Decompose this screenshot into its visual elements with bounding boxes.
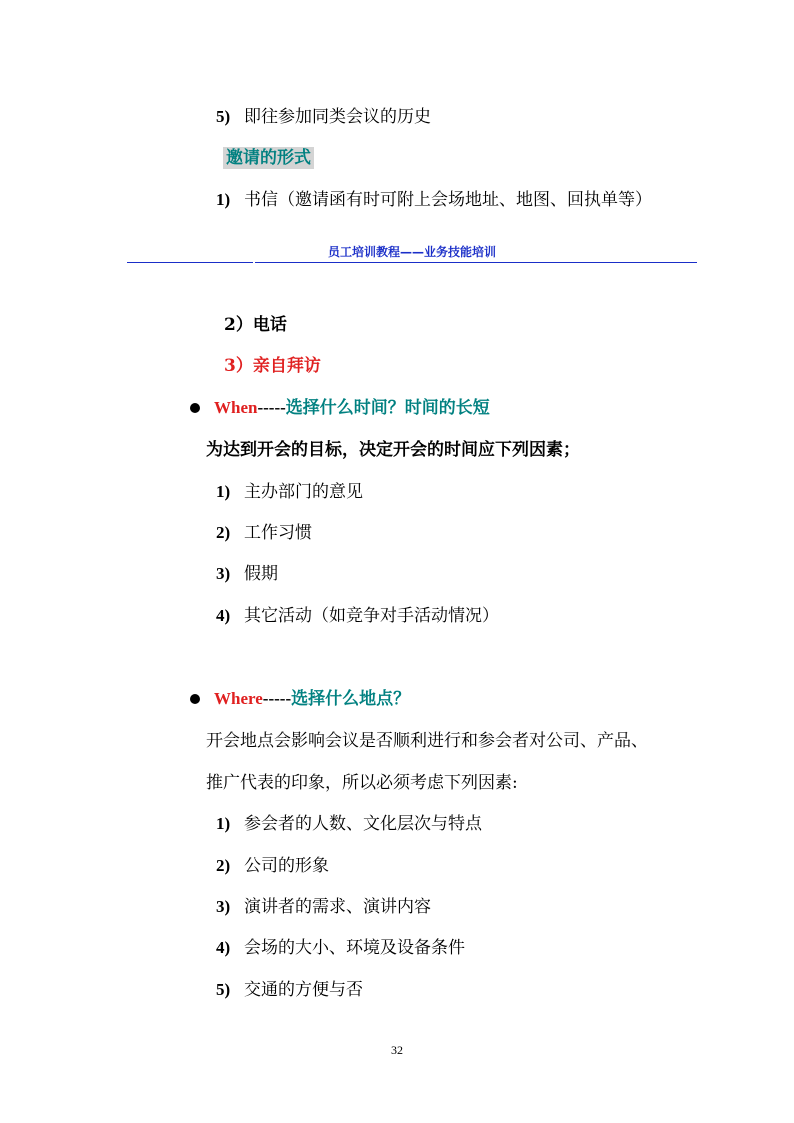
list-item	[216, 813, 482, 835]
item-number: 1)	[216, 814, 231, 833]
invite-heading-text: 邀请的形式	[223, 147, 314, 169]
item-text: 工作习惯	[244, 523, 312, 543]
invite-heading	[223, 147, 314, 169]
where-title: 选择什么地点？	[291, 689, 411, 709]
header-title: 员工培训教程——业务技能培训	[327, 245, 496, 259]
bullet-icon	[190, 694, 200, 704]
where-dashes: -----	[262, 689, 292, 708]
running-header	[127, 240, 697, 263]
item-number: 2)	[216, 856, 231, 875]
item-text: 即往参加同类会议的历史	[244, 107, 431, 127]
item-text: 演讲者的需求、演讲内容	[244, 897, 431, 917]
where-keyword: Where	[214, 689, 263, 708]
item-number: 3)	[216, 564, 231, 583]
when-intro: 为达到开会的目标，决定开会的时间应下列因素；	[206, 440, 580, 460]
list-item	[216, 481, 363, 503]
list-item	[216, 896, 431, 918]
item-number: 5)	[216, 107, 231, 126]
header-rule-gap	[253, 262, 255, 263]
list-item	[216, 522, 312, 544]
item-text: 2）电话	[224, 315, 287, 335]
item-number: 1)	[216, 190, 231, 209]
item-text: 主办部门的意见	[244, 482, 363, 502]
when-heading	[214, 397, 490, 419]
item-text: 参会者的人数、文化层次与特点	[244, 814, 482, 834]
item-number: 3)	[216, 897, 231, 916]
when-dashes: -----	[257, 398, 286, 417]
when-title: 选择什么时间？时间的长短	[285, 398, 490, 418]
item-text: 假期	[244, 564, 278, 584]
when-keyword: When	[214, 398, 258, 417]
list-item	[216, 979, 363, 1001]
item-text: 交通的方便与否	[244, 980, 363, 1000]
item-text: 其它活动（如竞争对手活动情况）	[244, 606, 499, 626]
where-heading	[214, 688, 410, 710]
item-number: 5)	[216, 980, 231, 999]
list-item	[216, 605, 499, 627]
bullet-icon	[190, 403, 200, 413]
where-intro-line1: 开会地点会影响会议是否顺利进行和参会者对公司、产品、	[206, 731, 648, 751]
item-text: 书信（邀请函有时可附上会场地址、地图、回执单等）	[244, 190, 652, 210]
list-item-letter	[216, 189, 652, 211]
item-text: 3）亲自拜访	[224, 356, 321, 376]
list-item-phone	[224, 314, 287, 336]
where-intro-line2: 推广代表的印象，所以必须考虑下列因素:	[206, 773, 518, 793]
item-number: 1)	[216, 482, 231, 501]
list-item-history	[216, 106, 431, 128]
item-number: 4)	[216, 938, 231, 957]
list-item	[216, 855, 329, 877]
item-text: 公司的形象	[244, 856, 329, 876]
list-item	[216, 937, 465, 959]
item-number: 4)	[216, 606, 231, 625]
list-item-visit	[224, 355, 321, 377]
page-number: 32	[391, 1043, 403, 1057]
item-number: 2)	[216, 523, 231, 542]
item-text: 会场的大小、环境及设备条件	[244, 938, 465, 958]
list-item	[216, 563, 278, 585]
